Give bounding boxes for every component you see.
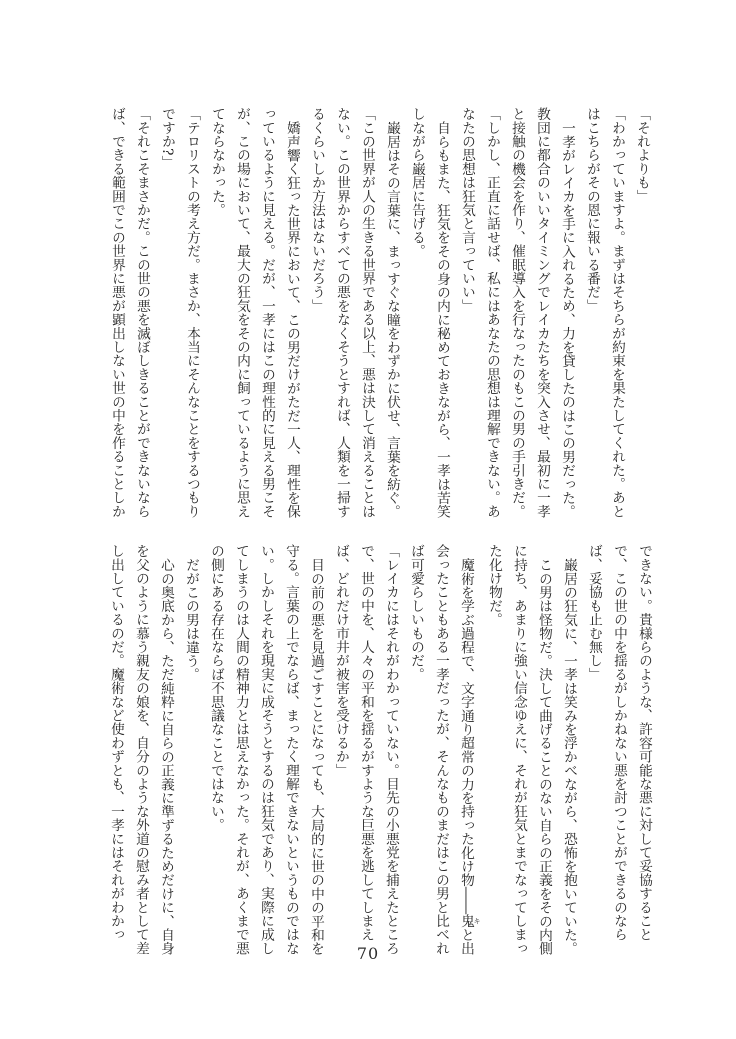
text-column: ば、妥協も止む無し」 bbox=[586, 544, 602, 681]
text-column: 自らもまた、狂気をその身の内に秘めておきながら、一孝は苦笑 bbox=[434, 120, 450, 518]
text-column: ば可愛らしいものだ。 bbox=[408, 544, 424, 681]
text-column: 守る。言葉の上でならば、まったく理解できないというものではな bbox=[283, 544, 299, 955]
text-column: だがこの男は違う。 bbox=[183, 557, 199, 681]
text-column: てしまうのは人間の精神力とは思えなかった。それが、あくまで悪 bbox=[233, 544, 249, 955]
page-number: 70 bbox=[356, 944, 380, 963]
text-column: が、この場において、最大の狂気をその内に飼っているように思え bbox=[234, 107, 250, 518]
text-column: 心の奥底から、ただ純粋に自らの正義に準ずるためだけに、自身 bbox=[158, 557, 174, 955]
text-column: なたの思想は狂気と言っていい」 bbox=[459, 107, 475, 313]
text-column: た化け物だ。 bbox=[486, 544, 502, 627]
text-column: に持ち、あまりに強い信念ゆえに、それが狂気とまでなってしまっ bbox=[511, 544, 527, 955]
text-column: 「レイカにはそれがわかっていない。目先の小悪党を捕えたところ bbox=[383, 544, 399, 955]
text-column: 教団に都合のいいタイミングでレイカたちを突入させ、最初に一孝 bbox=[534, 107, 550, 518]
text-column: い。しかしそれを現実に成そうとするのは狂気であり、実際に成し bbox=[258, 544, 274, 955]
text-column: 会ったこともある一孝だったが、そんなものまだはこの男と比べれ bbox=[433, 544, 449, 955]
text-column: ない。この世界からすべての悪をなくそうとすれば、人類を一掃す bbox=[334, 107, 350, 518]
text-column: と接触の機会を作り、催眠導入を行なったのもこの男の手引きだ。 bbox=[509, 107, 525, 518]
text-column: 目の前の悪を見過ごすことになっても、大局的に世の中の平和を bbox=[308, 557, 324, 955]
text-column: の側にある存在ならば不思議なことではない。 bbox=[208, 544, 224, 832]
oni-ruby bbox=[458, 913, 481, 928]
text-column: 巌居の狂気に、一孝は笑みを浮かべながら、恐怖を抱いていた。 bbox=[561, 557, 577, 955]
ruby-base: 鬼 bbox=[458, 913, 474, 928]
text-column: っているように見える。だが、一孝にはこの理性的に見える男こそ bbox=[259, 107, 275, 518]
text-column: てならなかった。 bbox=[209, 107, 225, 217]
upper-text-block bbox=[104, 107, 654, 523]
text-column: で、世の中を、人々の平和を揺るがすような巨悪を逃してしまえ bbox=[358, 544, 374, 942]
text-column: 「テロリストの考え方だ。まさか、本当にそんなことをするつもり bbox=[184, 107, 200, 518]
text-column: 巌居はその言葉に、まっすぐな瞳をわずかに伏せ、言葉を紡ぐ。 bbox=[384, 120, 400, 518]
lower-text-block bbox=[103, 544, 656, 958]
text-column: 「それよりも」 bbox=[634, 107, 650, 203]
text-column: ですか?」 bbox=[159, 107, 175, 170]
text-column: しながら巌居に告げる。 bbox=[409, 107, 425, 258]
text-column: 一孝がレイカを手に入れるため、力を貸したのはこの男だった。 bbox=[559, 120, 575, 518]
text-column: 「それこそまさかだ。この世の悪を滅ぼしきることができないなら bbox=[134, 107, 150, 518]
text-column: この男は怪物だ。決して曲げることのない自らの正義をその内側 bbox=[536, 557, 552, 955]
text-column: し出しているのだ。魔術など使わずとも、一孝にはそれがわかっ bbox=[108, 544, 124, 942]
text-column: できない。貴様らのような、許容可能な悪に対して妥協すること bbox=[636, 544, 652, 942]
text-segment: 魔術を学ぶ過程で、文字通り超常の力を持った化け物―― bbox=[458, 557, 474, 914]
text-column: 「この世界が人の生きる世界である以上、悪は決して消えることは bbox=[359, 107, 375, 518]
text-column: はこちらがその恩に報いる番だ」 bbox=[584, 107, 600, 313]
text-column: を父のように慕う親友の娘を、自分のような外道の慰み者として差 bbox=[133, 544, 149, 955]
ruby-furigana: キ bbox=[473, 913, 481, 928]
text-column: 「わかっていますよ。まずはそちらが約束を果たしてくれた。あと bbox=[609, 107, 625, 518]
text-column: ば、できる範囲でこの世界に悪が顕出しない世の中を作ることしか bbox=[109, 107, 125, 518]
text-segment: と出 bbox=[458, 927, 474, 955]
text-column: ば、どれだけ市井が被害を受けるか」 bbox=[333, 544, 349, 777]
text-column: 嬌声響く狂った世界において、この男だけがただ一人、理性を保 bbox=[284, 120, 300, 518]
text-column: るくらいしか方法はないだろう」 bbox=[309, 107, 325, 313]
text-column: 「しかし、正直に話せば、私にはあなたの思想は理解できない。あ bbox=[484, 107, 500, 518]
text-column: で、この世の中を揺るがしかねない悪を討つことができるのなら bbox=[611, 544, 627, 942]
text-column bbox=[453, 544, 481, 958]
